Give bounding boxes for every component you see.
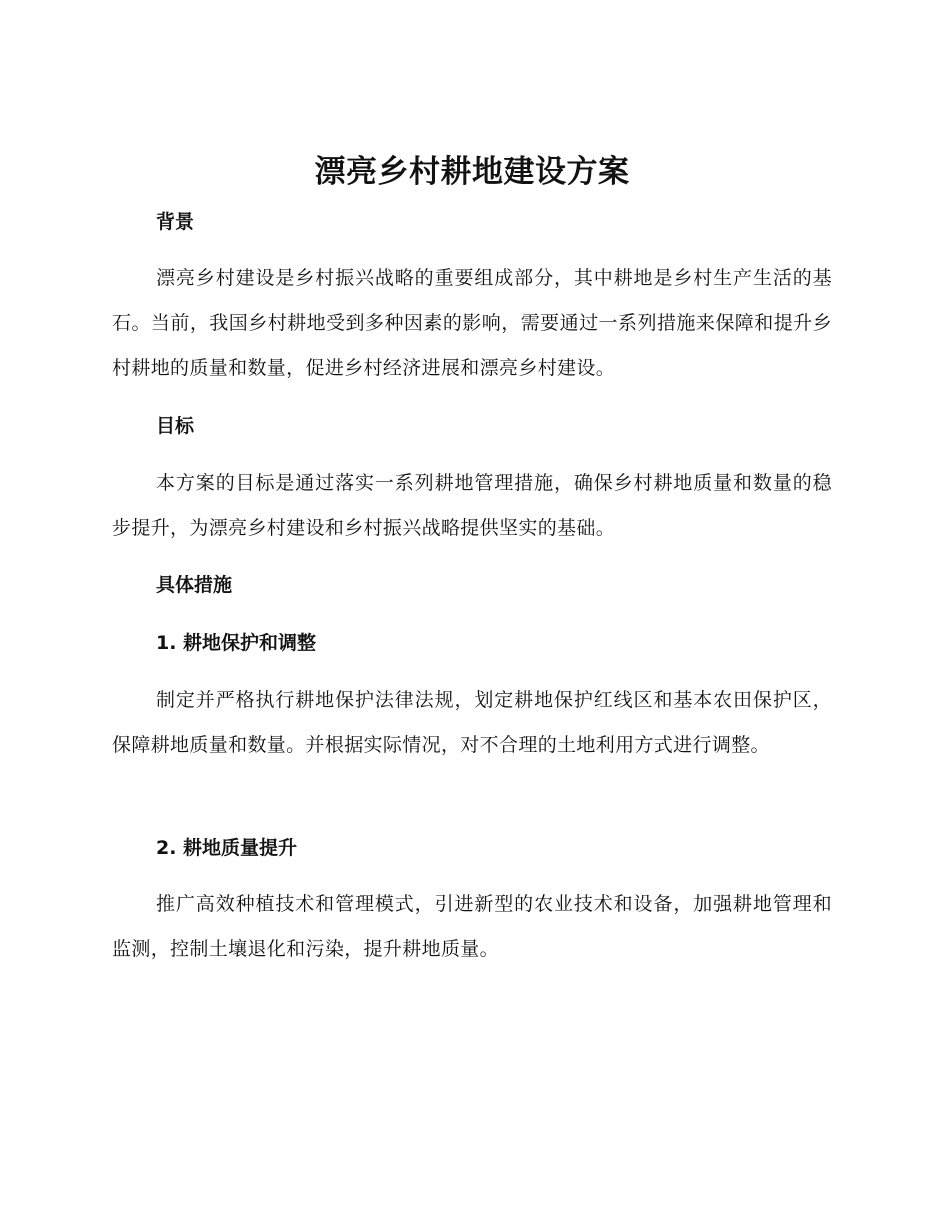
document-page xyxy=(112,0,832,1230)
section-heading-background: 背景 xyxy=(156,211,195,233)
measure-paragraph-1: 制定并严格执行耕地保护法律法规，划定耕地保护红线区和基本农田保护区，保障耕地质量和数量。并根据实际情况，对不合理的土地利用方式进行调整。 xyxy=(112,689,832,756)
section-paragraph-background: 漂亮乡村建设是乡村振兴战略的重要组成部分，其中耕地是乡村生产生活的基石。当前，我国乡村耕地受到多种因素的影响，需要通过一系列措施来保障和提升乡村耕地的质量和数量，促进乡村经济进展和漂亮乡村建设。 xyxy=(112,267,832,379)
section-paragraph-goal: 本方案的目标是通过落实一系列耕地管理措施，确保乡村耕地质量和数量的稳步提升，为漂亮乡村建设和乡村振兴战略提供坚实的基础。 xyxy=(112,472,832,539)
measure-paragraph-2: 推广高效种植技术和管理模式，引进新型的农业技术和设备，加强耕地管理和监测，控制土壤退化和污染，提升耕地质量。 xyxy=(112,893,832,960)
measure-heading-1: 1. 耕地保护和调整 xyxy=(156,632,317,654)
document-title: 漂亮乡村耕地建设方案 xyxy=(314,154,630,190)
measure-heading-2: 2. 耕地质量提升 xyxy=(156,837,298,859)
section-heading-measures: 具体措施 xyxy=(156,574,233,596)
section-heading-goal: 目标 xyxy=(156,415,195,437)
